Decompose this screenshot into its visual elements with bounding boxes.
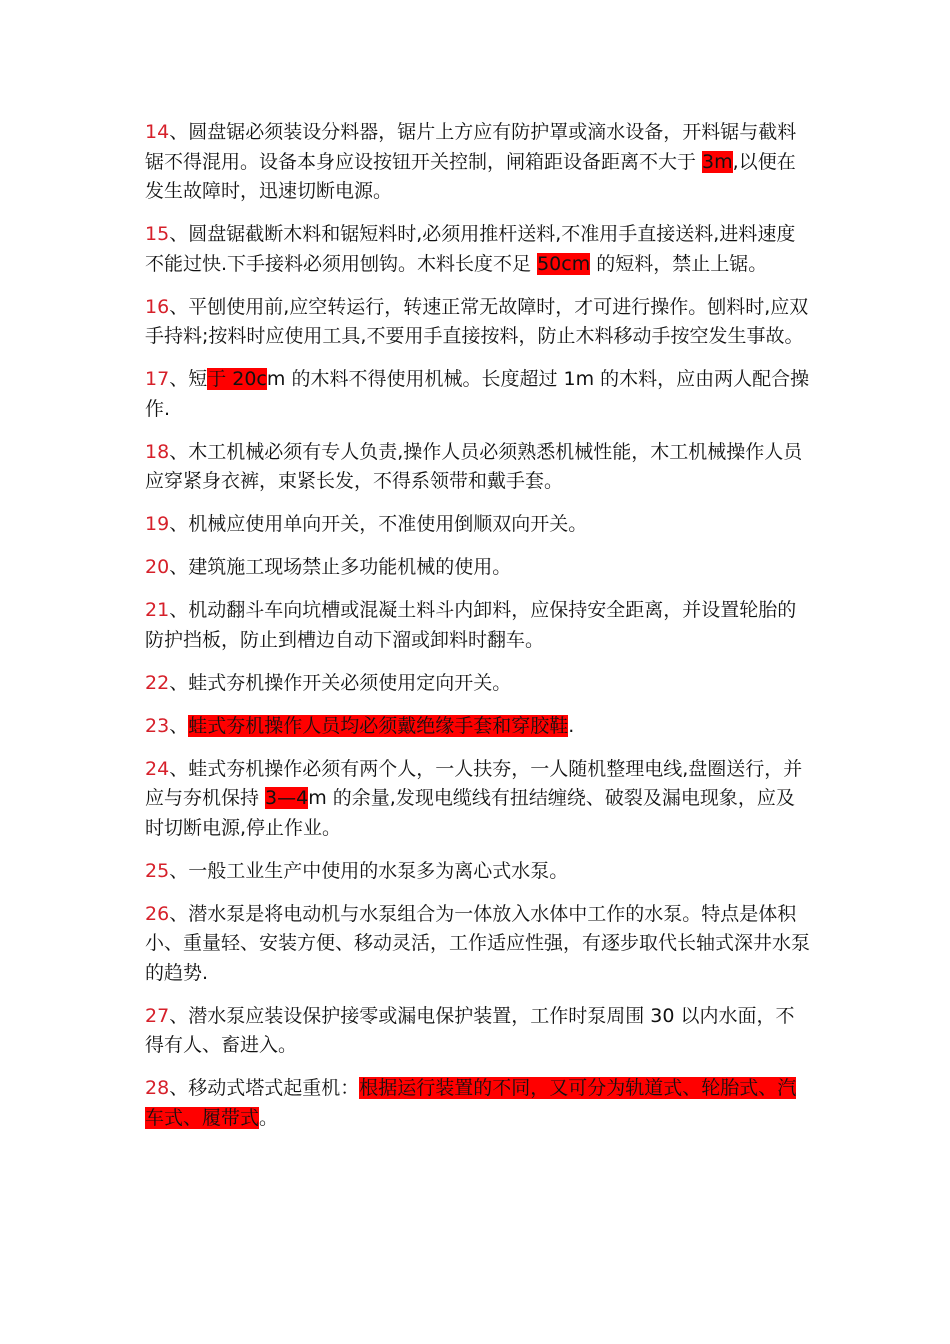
item-separator: 、: [169, 440, 189, 463]
item-number: 18: [145, 440, 170, 463]
item-text: 。: [259, 1106, 279, 1129]
item-text: 机械应使用单向开关，不准使用倒顺双向开关。: [188, 513, 588, 535]
list-item: [145, 596, 810, 655]
item-text: 蛙式夯机操作开关必须使用定向开关。: [188, 671, 512, 694]
item-number: 14: [145, 121, 170, 143]
item-text: 木工机械必须有专人负责,操作人员必须熟悉机械性能，木工机械操作人员应穿紧身衣裤，束紧长发，不得系领带和戴手套。: [145, 440, 803, 492]
item-separator: 、: [169, 1077, 189, 1099]
item-text: 短: [188, 368, 208, 390]
item-text: 机动翻斗车向坑槽或混凝土料斗内卸料，应保持安全距离，并设置轮胎的防护挡板，防止到槽边自动下溜或卸料时翻车。: [145, 599, 797, 651]
list-item: [145, 510, 810, 540]
item-separator: 、: [169, 902, 189, 925]
list-item: [145, 1074, 810, 1133]
highlighted-text: 50cm: [537, 252, 591, 275]
list-item: [145, 900, 810, 989]
item-separator: 、: [169, 671, 189, 694]
item-text: 圆盘锯截断木料和锯短料时,必须用推杆送料,不准用手直接送料,进料速度不能过快.下手接料必须用刨钩。木料长度不足: [145, 223, 796, 275]
highlighted-text: 3—4: [265, 787, 309, 809]
item-number: 20: [145, 556, 170, 578]
item-separator: 、: [169, 599, 189, 621]
item-number: 17: [145, 368, 170, 390]
list-item: [145, 755, 810, 844]
list-item: [145, 1002, 810, 1061]
item-separator: 、: [169, 859, 189, 882]
item-separator: 、: [169, 121, 189, 143]
item-text: 建筑施工现场禁止多功能机械的使用。: [188, 556, 512, 578]
list-item: [145, 712, 810, 742]
item-text: .: [568, 714, 575, 737]
item-text: 的短料，禁止上锯。: [590, 252, 768, 275]
highlighted-text: 根据运行装置的不同，又可分为轨道式、轮胎式、汽车式、履带式: [145, 1077, 797, 1129]
item-number: 21: [145, 599, 170, 621]
item-separator: 、: [169, 368, 189, 390]
highlighted-text: 3m: [702, 150, 733, 173]
item-separator: 、: [169, 295, 189, 318]
item-separator: 、: [169, 513, 189, 535]
item-text: ,以便在发生故障时，迅速切断电源。: [145, 150, 796, 202]
highlighted-text: 于 20c: [207, 368, 267, 390]
item-number: 25: [145, 859, 170, 882]
list-item: [145, 118, 810, 207]
item-text: 移动式塔式起重机：: [188, 1077, 360, 1099]
list-item: [145, 293, 810, 352]
item-separator: 、: [169, 757, 189, 780]
list-item: [145, 220, 810, 279]
item-text: 圆盘锯必须装设分料器，锯片上方应有防护罩或滴水设备，开料锯与截料锯不得混用。设备本身应设按钮开关控制，闸箱距设备距离不大于: [145, 121, 797, 173]
item-number: 27: [145, 1004, 170, 1027]
highlighted-text: 蛙式夯机操作人员均必须戴绝缘手套和穿胶鞋: [188, 714, 569, 737]
document-body: [145, 118, 810, 1147]
list-item: [145, 669, 810, 699]
list-item: [145, 438, 810, 497]
item-text: m 的余量,发现电缆线有扭结缠绕、破裂及漏电现象，应及时切断电源,停止作业。: [145, 787, 795, 839]
item-separator: 、: [169, 714, 189, 737]
item-separator: 、: [169, 223, 189, 245]
list-item: [145, 857, 810, 887]
item-number: 24: [145, 757, 170, 780]
item-text: 潜水泵应装设保护接零或漏电保护装置，工作时泵周围 30 以内水面，不得有人、畜进入。: [145, 1004, 795, 1056]
list-item: [145, 365, 810, 424]
list-item: [145, 553, 810, 583]
item-number: 23: [145, 714, 170, 737]
item-text: m 的木料不得使用机械。长度超过 1m 的木料，应由两人配合操作.: [145, 368, 810, 420]
item-number: 26: [145, 902, 170, 925]
item-number: 15: [145, 223, 170, 245]
item-number: 16: [145, 295, 170, 318]
item-text: 蛙式夯机操作必须有两个人，一人扶夯，一人随机整理电线,盘圈送行，并应与夯机保持: [145, 757, 803, 809]
item-text: 平刨使用前,应空转运行，转速正常无故障时，才可进行操作。刨料时,应双手持料;按料时应使用工具,不要用手直接按料，防止木料移动手按空发生事故。: [145, 295, 809, 347]
item-number: 19: [145, 513, 170, 535]
item-number: 28: [145, 1077, 170, 1099]
item-number: 22: [145, 671, 170, 694]
item-text: 一般工业生产中使用的水泵多为离心式水泵。: [188, 859, 569, 882]
item-text: 潜水泵是将电动机与水泵组合为一体放入水体中工作的水泵。特点是体积小、重量轻、安装方便、移动灵活，工作适应性强，有逐步取代长轴式深井水泵的趋势.: [145, 902, 811, 984]
item-separator: 、: [169, 556, 189, 578]
item-separator: 、: [169, 1004, 189, 1027]
